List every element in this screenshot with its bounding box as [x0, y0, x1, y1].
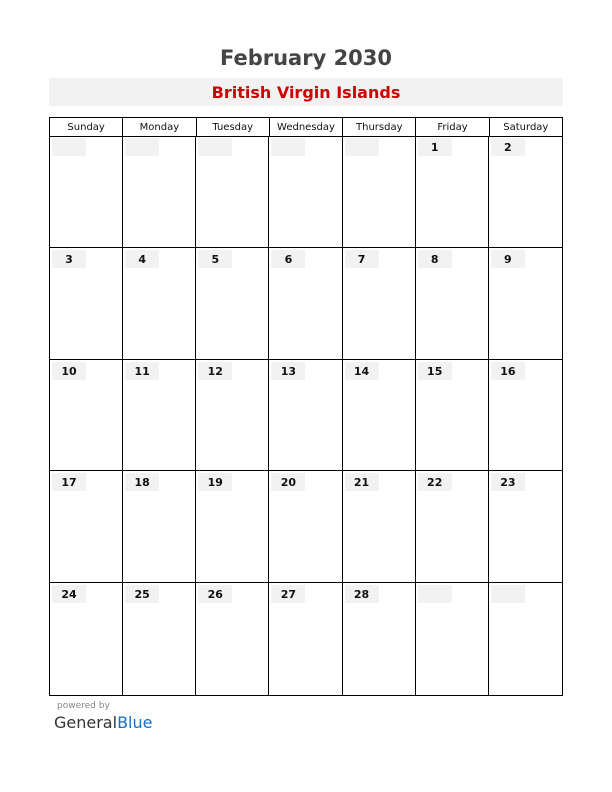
- weekday-sunday: Sunday: [50, 118, 123, 136]
- day-cell: [489, 583, 562, 695]
- day-number: [271, 138, 305, 156]
- day-number: 2: [491, 138, 525, 156]
- day-cell: [416, 360, 489, 472]
- day-number: 5: [198, 250, 232, 268]
- brand-general: General: [54, 713, 118, 732]
- day-number: 1: [418, 138, 452, 156]
- day-number: 6: [271, 250, 305, 268]
- day-number: 20: [271, 473, 305, 491]
- weekday-tuesday: Tuesday: [197, 118, 270, 136]
- brand-blue: Blue: [117, 713, 153, 732]
- day-cell: [489, 471, 562, 583]
- day-cell: [123, 136, 196, 248]
- day-cell: [489, 360, 562, 472]
- day-cell: [196, 360, 269, 472]
- day-number: 24: [52, 585, 86, 603]
- day-cell: [50, 360, 123, 472]
- day-number: 11: [125, 362, 159, 380]
- day-cell: [123, 360, 196, 472]
- day-number: 15: [418, 362, 452, 380]
- day-number: 14: [345, 362, 379, 380]
- weekday-wednesday: Wednesday: [270, 118, 343, 136]
- day-number: 7: [345, 250, 379, 268]
- region-banner: British Virgin Islands: [49, 78, 563, 106]
- day-cell: [123, 248, 196, 360]
- day-cell: [269, 248, 342, 360]
- day-number: 19: [198, 473, 232, 491]
- day-cell: [50, 248, 123, 360]
- day-cell: [416, 583, 489, 695]
- day-cell: [123, 471, 196, 583]
- day-cell: [489, 136, 562, 248]
- weekday-header: [49, 117, 563, 137]
- day-number: 4: [125, 250, 159, 268]
- day-cell: [196, 471, 269, 583]
- day-number: 16: [491, 362, 525, 380]
- day-cell: [343, 471, 416, 583]
- day-number: 10: [52, 362, 86, 380]
- day-number: [198, 138, 232, 156]
- day-number: 17: [52, 473, 86, 491]
- day-number: 12: [198, 362, 232, 380]
- day-number: 27: [271, 585, 305, 603]
- day-number: [125, 138, 159, 156]
- day-number: 26: [198, 585, 232, 603]
- weekday-monday: Monday: [123, 118, 196, 136]
- day-number: 9: [491, 250, 525, 268]
- day-cell: [50, 471, 123, 583]
- month-title: February 2030: [219, 46, 393, 70]
- day-cell: [269, 360, 342, 472]
- weekday-friday: Friday: [416, 118, 489, 136]
- day-number: 3: [52, 250, 86, 268]
- day-cell: [50, 136, 123, 248]
- day-number: [491, 585, 525, 603]
- day-number: 22: [418, 473, 452, 491]
- day-cell: [123, 583, 196, 695]
- day-cell: [196, 583, 269, 695]
- day-cell: [50, 583, 123, 695]
- weekday-thursday: Thursday: [343, 118, 416, 136]
- brand-logo: [54, 713, 152, 732]
- day-cell: [343, 583, 416, 695]
- day-cell: [343, 136, 416, 248]
- day-cell: [489, 248, 562, 360]
- day-grid: [49, 136, 563, 696]
- day-number: 25: [125, 585, 159, 603]
- day-number: 18: [125, 473, 159, 491]
- day-number: [418, 585, 452, 603]
- day-number: 23: [491, 473, 525, 491]
- powered-by-text: powered by: [57, 701, 110, 711]
- calendar-grid: [49, 117, 563, 696]
- day-cell: [416, 248, 489, 360]
- day-cell: [343, 360, 416, 472]
- day-cell: [196, 248, 269, 360]
- day-number: 13: [271, 362, 305, 380]
- day-number: [52, 138, 86, 156]
- day-cell: [343, 248, 416, 360]
- day-cell: [269, 583, 342, 695]
- day-cell: [269, 471, 342, 583]
- day-number: [345, 138, 379, 156]
- day-number: 21: [345, 473, 379, 491]
- weekday-saturday: Saturday: [503, 122, 549, 133]
- day-cell: [416, 471, 489, 583]
- day-number: 8: [418, 250, 452, 268]
- day-number: 28: [345, 585, 379, 603]
- day-cell: [269, 136, 342, 248]
- day-cell: [416, 136, 489, 248]
- day-cell: [196, 136, 269, 248]
